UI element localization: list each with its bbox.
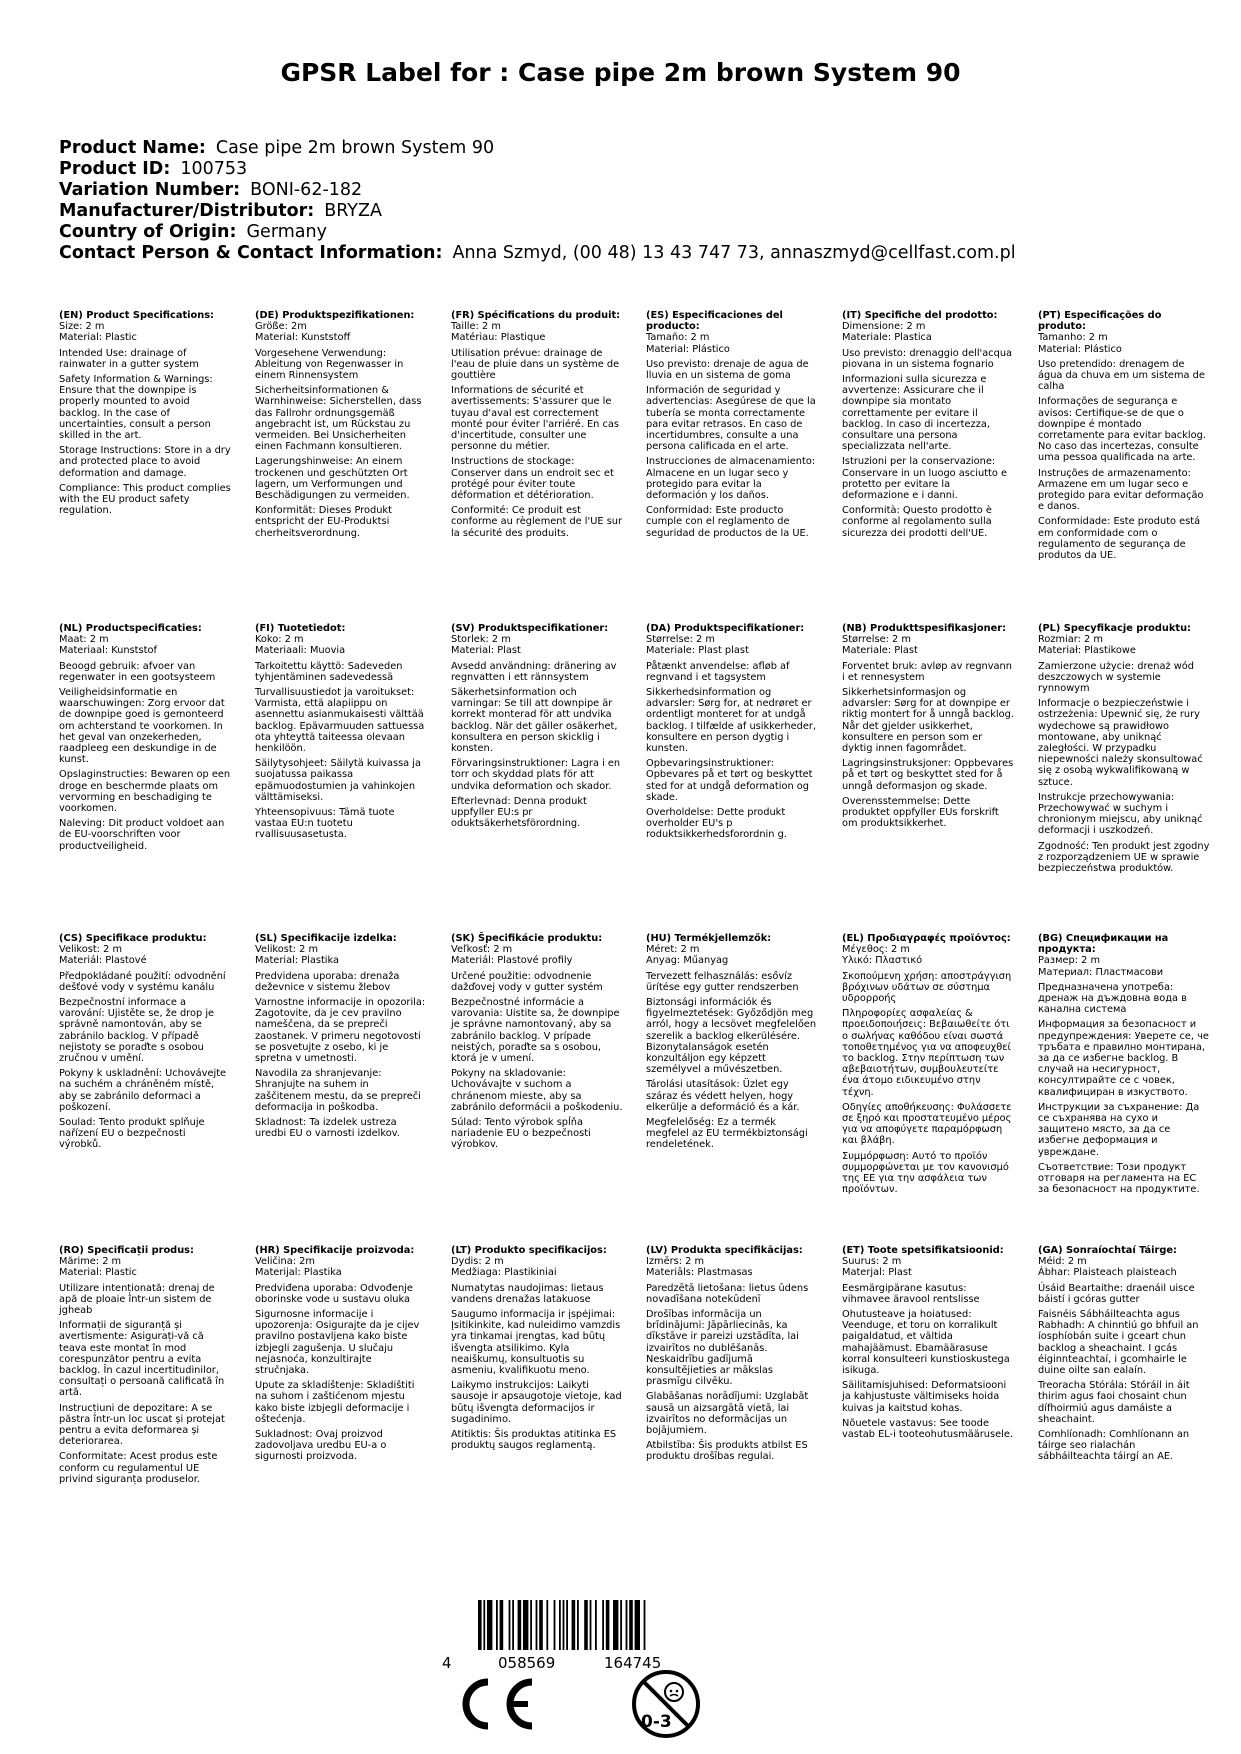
spec-safety: Informații de siguranță și avertismente: Asigurați-vă că teava este montat în mod corespunzător pentru a evita backlog. În cazul incertitudinilor, consultați o persoană calificată în artă. (59, 1320, 225, 1399)
spec-heading: (EN) Product Specifications: (59, 310, 214, 321)
spec-heading: (IT) Specifiche del prodotto: (842, 310, 998, 321)
spec-use: Předpokládané použití: odvodnění dešťové vody v systému kanálu (59, 970, 226, 993)
language-spec-block (59, 933, 231, 1151)
spec-size: Méid: 2 m (1038, 1256, 1087, 1268)
spec-storage: Istruzioni per la conservazione: Conservare in un luogo asciutto e protetto per evitare la deformazione e i danni. (842, 456, 1008, 502)
spec-storage: Glabāšanas norādījumi: Uzglabāt sausā un aizsargātā vietā, lai izvairītos no deformācijas un bojājumiem. (646, 1391, 809, 1437)
spec-heading: (LV) Produkta specifikācijas: (646, 1245, 803, 1256)
language-spec-block (59, 1245, 231, 1485)
spec-use: Vorgesehene Verwendung: Ableitung von Regenwasser in einem Rinnensystem (255, 347, 404, 382)
spec-safety: Varnostne informacije in opozorila: Zagotovite, da je cev pravilno nameščena, da se prepreči zaostanek. V primeru negotovosti se posvetujte z osebo, ki je spretna v umetnosti. (255, 997, 426, 1065)
ce-mark-icon (454, 1676, 538, 1732)
spec-compliance: Naleving: Dit product voldoet aan de EU-voorschriften voor productveiligheid. (59, 818, 225, 852)
spec-storage: Инструкции за съхранение: Да се съхранява на сухо и защитено място, за да се избегне деформация и увреждане. (1038, 1101, 1200, 1158)
spec-compliance: Overensstemmelse: Dette produktet oppfyller EUs forskrift om produktsikkerhet. (842, 795, 999, 830)
spec-heading: (HR) Specifikacije proizvoda: (255, 1245, 415, 1256)
info-value: BRYZA (324, 201, 382, 221)
spec-size: Izmērs: 2 m (646, 1256, 705, 1268)
info-label: Manufacturer/Distributor: (59, 201, 315, 221)
spec-safety: Sikkerhedsinformation og advarsler: Sørg for, at nedrøret er ordentligt monteret for at undgå backlog. I tilfælde af usikkerheder, konsultere en person dygtig i kunsten. (646, 687, 816, 755)
spec-use: Predviđena uporaba: Odvođenje oborinske vode u sustavu oluka (255, 1282, 413, 1305)
spec-heading: (BG) Спецификации на продукта: (1038, 933, 1169, 956)
spec-size: Veľkosť: 2 m (451, 944, 513, 956)
spec-size: Maat: 2 m (59, 634, 109, 646)
language-spec-block (646, 623, 818, 841)
manufacturer-row (59, 201, 1016, 222)
spec-storage: Instrukcje przechowywania: Przechowywać w suchym i chronionym miejscu, aby uniknąć deformacji i uszkodzeń. (1038, 791, 1203, 837)
barcode-bar (577, 1600, 579, 1650)
spec-size: Storlek: 2 m (451, 634, 511, 646)
language-spec-block (451, 1245, 623, 1451)
spec-material: Material: Plastika (255, 955, 340, 967)
spec-size: Tamanho: 2 m (1038, 332, 1108, 344)
variation-number-row (59, 180, 1016, 201)
spec-material: Materjal: Plast (842, 1267, 912, 1279)
spec-material: Materiale: Plast plast (646, 645, 749, 657)
spec-use: Uso previsto: drenaje de agua de lluvia en un sistema de goma (646, 358, 809, 382)
language-spec-block (255, 623, 427, 841)
barcode-bar (584, 1600, 588, 1650)
spec-storage: Instrucciones de almacenamiento: Almacene en un lugar seco y protegido para evitar la deformación y los daños. (646, 456, 816, 502)
spec-material: Material: Plastic (59, 332, 137, 344)
spec-material: Materiale: Plastica (842, 332, 932, 344)
language-spec-block (842, 1245, 1014, 1440)
spec-heading: (PL) Specyfikacje produktu: (1038, 623, 1191, 634)
spec-compliance: Συμμόρφωση: Αυτό το προϊόν συμμορφώνεται με τον κανονισμό της ΕΕ για την ασφάλεια των προϊόντων. (842, 1150, 1009, 1196)
barcode-bar (644, 1600, 646, 1650)
info-value: Germany (246, 222, 327, 242)
barcode-bar (629, 1600, 633, 1650)
spec-storage: Lagerungshinweise: An einem trockenen und geschützten Ort lagern, um Verformungen und Beschädigungen zu vermeiden. (255, 456, 410, 502)
spec-safety: Veiligheidsinformatie en waarschuwingen: Zorg ervoor dat de downpipe goed is gemonteerd om achterstand te voorkomen. In het geval van onzekerheden, raadpleeg een deskundige in de kunst. (59, 687, 225, 766)
barcode-bar (590, 1600, 592, 1650)
language-spec-block (1038, 933, 1210, 1195)
spec-heading: (LT) Produkto specifikacijos: (451, 1245, 607, 1256)
barcode-bar (500, 1600, 504, 1650)
spec-material: Materiál: Plastové (59, 955, 147, 967)
barcode-bar (536, 1600, 538, 1650)
spec-material: Anyag: Műanyag (646, 955, 729, 967)
info-label: Contact Person & Contact Information: (59, 243, 443, 263)
spec-storage: Instruções de armazenamento: Armazene em um lugar seco e protegido para evitar deformação e danos. (1038, 467, 1204, 513)
language-spec-block (646, 310, 818, 539)
spec-safety: Säkerhetsinformation och varningar: Se till att downpipe är korrekt monterad för att undvika backlog. När det gäller osäkerhet, konsultera en person skicklig i konsten. (451, 687, 618, 755)
info-value: Case pipe 2m brown System 90 (215, 138, 495, 158)
spec-size: Størrelse: 2 m (646, 634, 715, 646)
spec-material: Materiale: Plast (842, 645, 918, 657)
info-label: Product Name: (59, 138, 206, 158)
spec-heading: (SK) Špecifikácie produktu: (451, 933, 603, 944)
spec-heading: (ES) Especificaciones del producto: (646, 310, 783, 333)
barcode-bar (563, 1600, 565, 1650)
spec-material: Materijal: Plastika (255, 1267, 342, 1279)
spec-safety: Informazioni sulla sicurezza e avvertenze: Assicurare che il downpipe sia montato correttamente per evitare il backlog. In caso di incertezza, consultare una persona specializzata nell'arte. (842, 374, 990, 453)
spec-storage: Laikymo instrukcijos: Laikyti sausoje ir apsaugotoje vietoje, kad būtų išvengta deformacijos ir sugadinimo. (451, 1380, 622, 1425)
barcode-bar (483, 1600, 485, 1650)
barcode-bar (530, 1600, 532, 1650)
spec-material: Materiál: Plastové profily (451, 955, 573, 967)
spec-use: Úsáid Beartaithe: draenáil uisce báistí i gcóras gutter (1038, 1282, 1195, 1305)
spec-storage: Upute za skladištenje: Skladištiti na suhom i zaštićenom mjestu kako biste izbjegli deformacije i oštećenja. (255, 1380, 415, 1425)
spec-storage: Οδηγίες αποθήκευσης: Φυλάσσετε σε ξηρό και προστατευμένο μέρος για να αποφύγετε παραμόρφωση και βλάβη. (842, 1101, 1012, 1147)
barcode-bar (572, 1600, 576, 1650)
spec-material: Materiał: Plastikowe (1038, 645, 1136, 657)
spec-use: Avsedd användning: dränering av regnvatten i ett rännsystem (451, 660, 617, 683)
spec-use: Určené použitie: odvodnenie dažďovej vody v gutter systém (451, 970, 603, 993)
language-spec-block (255, 933, 427, 1139)
spec-use: Предназначена употреба: дренаж на дъждовна вода в канална система (1038, 981, 1187, 1016)
spec-heading: (HU) Termékjellemzők: (646, 933, 772, 944)
language-spec-block (59, 310, 231, 516)
spec-compliance: Efterlevnad: Denna produkt uppfyller EU:s pr oduktsäkerhetsförordning. (451, 795, 587, 830)
contact-row (59, 243, 1016, 264)
spec-heading: (NL) Productspecificaties: (59, 623, 202, 634)
info-value: Anna Szmyd, (00 48) 13 43 747 73, annaszmyd@cellfast.com.pl (452, 243, 1016, 263)
spec-use: Uso previsto: drenaggio dell'acqua piovana in un sistema fognario (842, 347, 1013, 370)
barcode-bar (613, 1600, 618, 1650)
spec-use: Forventet bruk: avløp av regnvann i et rennesystem (842, 660, 1012, 683)
spec-heading: (DE) Produktspezifikationen: (255, 310, 415, 321)
language-spec-block (842, 623, 1014, 829)
spec-use: Tervezett felhasználás: esővíz ürítése egy gutter rendszerben (646, 970, 799, 993)
spec-storage: Opslaginstructies: Bewaren op een droge en beschermde plaats om vervorming en beschadiging te voorkomen. (59, 769, 231, 815)
spec-size: Größe: 2m (255, 321, 307, 333)
spec-use: Paredzētā lietošana: lietus ūdens novadīšana notekūdenī (646, 1282, 809, 1305)
age-range-label: 0-3 (641, 1712, 672, 1732)
spec-size: Veličina: 2m (255, 1256, 315, 1268)
spec-storage: Instrucțiuni de depozitare: A se păstra într-un loc uscat și protejat pentru a evita deformarea și deteriorarea. (59, 1402, 225, 1448)
language-spec-block (451, 310, 623, 539)
spec-compliance: Skladnost: Ta izdelek ustreza uredbi EU o varnosti izdelkov. (255, 1117, 400, 1140)
spec-safety: Informations de sécurité et avertissements: S'assurer que le tuyau d'aval est correctement monté pour éviter l'arriéré. En cas d'incertitude, consulter une personne du métier. (451, 385, 619, 453)
barcode-right-digits: 164745 (604, 1654, 662, 1672)
barcode-bar (602, 1600, 604, 1650)
product-name-row (59, 138, 1016, 159)
page-title: GPSR Label for : Case pipe 2m brown System 90 (280, 58, 961, 87)
spec-safety: Sigurnosne informacije i upozorenja: Osigurajte da je cijev pravilno postavljena kako biste izbjegli zagušenja. U slučaju nejasnoća, konzultirajte stručnjaka. (255, 1309, 420, 1377)
barcode-bar (512, 1600, 514, 1650)
spec-size: Μέγεθος: 2 m (842, 944, 910, 956)
spec-storage: Förvaringsinstruktioner: Lagra i en torr och skyddad plats för att undvika deformation och skador. (451, 758, 621, 792)
spec-storage: Navodila za shranjevanje: Shranjujte na suhem in zaščitenem mestu, da se prepreči deformacija in poškodba. (255, 1068, 421, 1113)
spec-material: Medžiaga: Plastikiniai (451, 1267, 557, 1279)
barcode-bar (626, 1600, 628, 1650)
spec-size: Taille: 2 m (451, 321, 501, 333)
barcode-bar (518, 1600, 522, 1650)
spec-use: Utilizare intenționată: drenaj de apă de ploaie într-un sistem de jgheab (59, 1282, 215, 1317)
spec-material: Materiāls: Plastmasas (646, 1267, 753, 1279)
spec-safety: Informacje o bezpieczeństwie i ostrzeżenia: Upewnić się, że rury wydechowe są prawidłowo montowane, aby uniknąć zaległości. W przypadku niepewności należy skonsultować się z osobą wykwalifikowaną w sztuce. (1038, 698, 1203, 788)
barcode-bar (566, 1600, 568, 1650)
spec-use: Påtænkt anvendelse: afløb af regnvand i et tagsystem (646, 660, 790, 683)
spec-safety: Biztonsági információk és figyelmeztetések: Győződjön meg arról, hogy a lecsövet megfelelően szerelik a backlog elkerülésére. Bizonytalanságok esetén konzultáljon egy képzett személyvel a művészetben. (646, 997, 817, 1076)
spec-compliance: Atitiktis: Šis produktas atitinka ES produktų saugos reglamentą. (451, 1429, 617, 1452)
spec-compliance: Soulad: Tento produkt splňuje nařízení EU o bezpečnosti výrobků. (59, 1117, 205, 1151)
language-spec-block (255, 1245, 427, 1463)
spec-size: Size: 2 m (59, 321, 105, 333)
spec-compliance: Съответствие: Този продукт отговаря на регламента на ЕС за безопасност на продуктите. (1038, 1161, 1200, 1196)
spec-storage: Lagringsinstruksjoner: Oppbevares på et tørt og beskyttet sted for å unngå deformasjon og skade. (842, 758, 1014, 792)
spec-safety: Faisnéis Sábháilteachta agus Rabhadh: A chinntiú go bhfuil an íosphíobán suite i gceart chun backlog a sheachaint. I gcás éiginnteachtaí, i gcomhairle le duine oilte san ealaín. (1038, 1309, 1199, 1377)
barcode-bar (595, 1600, 597, 1650)
product-info (59, 138, 1016, 264)
spec-storage: Tárolási utasítások: Üzlet egy száraz és védett helyen, hogy elkerülje a deformáció és a kár. (646, 1079, 800, 1113)
spec-material: Υλικό: Πλαστικό (842, 955, 923, 967)
spec-use: Tarkoitettu käyttö: Sadeveden tyhjentäminen sadevedessä (255, 660, 403, 683)
spec-compliance: Yhteensopivuus: Tämä tuote vastaa EU:n tuotetu rvallisuusasetusta. (255, 807, 395, 841)
spec-safety: Информация за безопасност и предупреждения: Уверете се, че тръбата е правилно монтирана, за да се избегне backlog. В случай на несигурност, консултирайте се с човек, квалифициран в изкуството. (1038, 1019, 1209, 1098)
spec-size: Suurus: 2 m (842, 1256, 902, 1268)
spec-size: Velikost: 2 m (59, 944, 122, 956)
spec-storage: Säilytysohjeet: Säilytä kuivassa ja suojatussa paikassa epämuodostumien ja vahinkojen välttämiseksi. (255, 758, 422, 803)
spec-heading: (CS) Specifikace produktu: (59, 933, 207, 944)
spec-compliance: Conformidade: Este produto está em conformidade com o regulamento de segurança de produtos da UE. (1038, 516, 1201, 562)
spec-size: Размер: 2 m (1038, 955, 1101, 967)
spec-storage: Storage Instructions: Store in a dry and protected place to avoid deformation and damage. (59, 445, 231, 479)
spec-safety: Sikkerhetsinformasjon og advarsler: Sørg for at downpipe er riktig montert for å unngå backlog. Når det gjelder usikkerhet, konsultere en person som er dyktig innen fagområdet. (842, 687, 1014, 755)
spec-use: Σκοπούμενη χρήση: αποστράγγιση βρόχινων υδάτων σε σύστημα υδρορροής (842, 970, 1012, 1005)
spec-compliance: Sukladnost: Ovaj proizvod zadovoljava uredbu EU-a o sigurnosti proizvoda. (255, 1429, 387, 1463)
spec-heading: (RO) Specificații produs: (59, 1245, 194, 1256)
spec-storage: Pokyny k uskladnění: Uchovávejte na suchém a chráněném místě, aby se zabránilo deformaci a poškození. (59, 1068, 227, 1113)
language-spec-block (59, 623, 231, 852)
spec-compliance: Konformität: Dieses Produkt entspricht der EU-Produktsi cherheitsverordnung. (255, 505, 392, 539)
spec-heading: (DA) Produktspecifikationer: (646, 623, 805, 634)
spec-compliance: Megfelelőség: Ez a termék megfelel az EU termékbiztonsági rendeletének. (646, 1117, 808, 1151)
info-label: Variation Number: (59, 180, 241, 200)
spec-size: Méret: 2 m (646, 944, 700, 956)
spec-safety: Safety Information & Warnings: Ensure that the downpipe is properly mounted to avoid backlog. In the case of uncertainties, consult a person skilled in the art. (59, 374, 213, 442)
spec-heading: (EL) Προδιαγραφές προϊόντος: (842, 933, 1011, 944)
barcode-bar (606, 1600, 610, 1650)
barcode-bar (509, 1600, 511, 1650)
spec-material: Material: Plástico (646, 343, 730, 355)
spec-size: Velikost: 2 m (255, 944, 318, 956)
spec-compliance: Overholdelse: Dette produkt overholder EU's p roduktsikkerhedsforordnin g. (646, 807, 787, 841)
spec-use: Eesmärgipärane kasutus: vihmavee äravool rentslisse (842, 1282, 980, 1305)
spec-material: Material: Kunststoff (255, 332, 351, 344)
language-spec-block (842, 933, 1014, 1195)
spec-size: Dimensione: 2 m (842, 321, 926, 333)
spec-storage: Pokyny na skladovanie: Uchovávajte v suchom a chránenom mieste, aby sa zabránilo deformácii a poškodeniu. (451, 1068, 623, 1113)
spec-size: Størrelse: 2 m (842, 634, 911, 646)
spec-size: Koko: 2 m (255, 634, 304, 646)
info-value: BONI-62-182 (250, 180, 363, 200)
spec-compliance: Comhlíonadh: Comhlíonann an táirge seo rialachán sábháilteachta táirgí an AE. (1038, 1429, 1190, 1463)
spec-size: Rozmiar: 2 m (1038, 634, 1103, 646)
spec-storage: Treoracha Stórála: Stóráil in áit thirim agus faoi chosaint chun dífhoirmiú agus damáiste a sheachaint. (1038, 1380, 1190, 1425)
spec-safety: Bezpečnostní informace a varování: Ujistěte se, že drop je správně namontován, aby se zabránilo backlog. V případě nejistoty se poraďte s osobou zručnou v umění. (59, 997, 215, 1065)
spec-safety: Drošības informācija un brīdinājumi: Jāpārliecinās, ka dīkstāve ir pareizi uzstādīta, lai izvairītos no dublēšanās. Neskaidrību gadījumā konsultējieties ar mākslas prasmīgu cilvēku. (646, 1309, 799, 1388)
spec-use: Beoogd gebruik: afvoer van regenwater in een gootsysteem (59, 660, 216, 683)
spec-heading: (SV) Produktspecifikationer: (451, 623, 609, 634)
spec-compliance: Nõuetele vastavus: See toode vastab EL-i tooteohutusmäärusele. (842, 1417, 1013, 1441)
info-label: Country of Origin: (59, 222, 237, 242)
spec-heading: (FR) Spécifications du produit: (451, 310, 621, 321)
language-spec-block (842, 310, 1014, 539)
language-spec-block (1038, 623, 1210, 874)
spec-use: Zamierzone użycie: drenaż wód deszczowych w systemie rynnowym (1038, 660, 1194, 695)
barcode-bar (487, 1600, 492, 1650)
spec-safety: Información de seguridad y advertencias: Asegúrese de que la tubería se monta correctamente para evitar retrasos. En caso de incertidumbres, consulte a una persona calificada en el arte. (646, 385, 816, 453)
spec-material: Materiaal: Kunststof (59, 645, 157, 657)
spec-compliance: Compliance: This product complies with the EU product safety regulation. (59, 482, 231, 517)
country-row (59, 222, 1016, 243)
barcode-bar (559, 1600, 561, 1650)
spec-heading: (PT) Especificações do produto: (1038, 310, 1162, 333)
spec-material: Material: Plastic (59, 1267, 137, 1279)
spec-heading: (SL) Specifikacije izdelka: (255, 933, 397, 944)
spec-storage: Säilitamisjuhised: Deformatsiooni ja kahjustuste vältimiseks hoida kuivas ja kaitstud kohas. (842, 1380, 1007, 1414)
spec-heading: (GA) Sonraíochtaí Táirge: (1038, 1245, 1177, 1256)
spec-use: Intended Use: drainage of rainwater in a gutter system (59, 347, 199, 370)
spec-use: Numatytas naudojimas: lietaus vandens drenažas latakuose (451, 1282, 604, 1305)
barcode-bar (523, 1600, 528, 1650)
spec-material: Ábhar: Plaisteach plaisteach (1038, 1267, 1177, 1279)
spec-compliance: Zgodność: Ten produkt jest zgodny z rozporządzeniem UE w sprawie bezpieczeństwa produktów. (1038, 840, 1210, 875)
spec-use: Uso pretendido: drenagem de água da chuva em um sistema de calha (1038, 358, 1205, 393)
spec-safety: Saugumo informacija ir įspėjimai: Įsitikinkite, kad nuleidimo vamzdis yra tinkamai įrengtas, kad būtų išvengta atsilikimo. Kyla neaiškumų, konsultuotis su asmeniu, kvalifikuotu meno. (451, 1309, 621, 1377)
spec-use: Predvidena uporaba: drenaža deževnice v sistemu žlebov (255, 970, 400, 993)
barcode (438, 1600, 718, 1672)
spec-heading: (FI) Tuotetiedot: (255, 623, 346, 634)
language-spec-block (451, 623, 623, 829)
spec-material: Material: Plast (451, 645, 521, 657)
spec-safety: Bezpečnostné informácie a varovania: Uistite sa, že downpipe je správne namontovaný, aby sa zabránilo backlog. V prípade neistých, poraďte sa s osobou, ktorá je v umení. (451, 997, 620, 1065)
barcode-bar (554, 1600, 556, 1650)
barcode-bar (478, 1600, 482, 1650)
language-spec-block (646, 933, 818, 1151)
spec-material: Материал: Пластмасови (1038, 966, 1164, 978)
spec-material: Matériau: Plastique (451, 332, 546, 344)
barcode-first-digit: 4 (442, 1654, 452, 1672)
spec-compliance: Conformidad: Este producto cumple con el reglamento de seguridad de productos de la UE. (646, 505, 809, 539)
language-spec-block (451, 933, 623, 1151)
barcode-bar (496, 1600, 498, 1650)
barcode-left-digits: 058569 (498, 1654, 556, 1672)
spec-size: Mărime: 2 m (59, 1256, 122, 1268)
spec-compliance: Atbilstība: Šis produkts atbilst ES produktu drošības regulai. (646, 1440, 808, 1463)
spec-safety: Ohutusteave ja hoiatused: Veenduge, et toru on korralikult paigaldatud, et vältida mahajäämust. Ebamäärasuse korral konsulteeri kunstioskustega isikuga. (842, 1309, 1010, 1377)
spec-material: Materiaali: Muovia (255, 645, 346, 657)
language-spec-block (646, 1245, 818, 1463)
barcode-bar (546, 1600, 548, 1650)
info-label: Product ID: (59, 159, 171, 179)
spec-material: Material: Plástico (1038, 343, 1122, 355)
barcode-bar (620, 1600, 622, 1650)
barcode-bar (635, 1600, 640, 1650)
spec-safety: Informações de segurança e avisos: Certifique-se de que o downpipe é montado corretamente para evitar backlog. No caso das incertezas, consulte uma pessoa qualificada na arte. (1038, 396, 1206, 464)
spec-safety: Sicherheitsinformationen & Warnhinweise: Sicherstellen, dass das Fallrohr ordnungsgemäß angebracht ist, um Rückstau zu vermeiden. Bei Unsicherheiten einen Fachmann konsultieren. (255, 385, 422, 453)
spec-safety: Turvallisuustiedot ja varoitukset: Varmista, että alapiippu on asennettu asianmukaisesti välttää backlog. Epävarmuuden sattuessa ota yhteyttä taiteessa olevaan henkilöön. (255, 687, 425, 755)
spec-compliance: Conformitate: Acest produs este conform cu regulamentul UE privind siguranța produselor. (59, 1451, 218, 1485)
spec-use: Utilisation prévue: drainage de l'eau de pluie dans un système de gouttière (451, 347, 620, 382)
spec-size: Dydis: 2 m (451, 1256, 504, 1268)
language-spec-block (255, 310, 427, 539)
language-spec-block (1038, 310, 1210, 561)
spec-size: Tamaño: 2 m (646, 332, 710, 344)
spec-heading: (NB) Produkttspesifikasjoner: (842, 623, 1006, 634)
spec-storage: Opbevaringsinstruktioner: Opbevares på et tørt og beskyttet sted for at undgå deformation og skade. (646, 758, 813, 803)
product-id-row (59, 159, 1016, 180)
spec-compliance: Conformità: Questo prodotto è conforme al regolamento sulla sicurezza dei prodotti dell'UE. (842, 505, 992, 539)
barcode-bar (539, 1600, 543, 1650)
language-spec-block (1038, 1245, 1210, 1463)
spec-storage: Instructions de stockage: Conserver dans un endroit sec et protégé pour éviter toute déformation et détérioration. (451, 456, 614, 502)
not-for-children-icon (630, 1668, 702, 1740)
spec-compliance: Conformité: Ce produit est conforme au règlement de l'UE sur la sécurité des produits. (451, 505, 623, 539)
info-value: 100753 (180, 159, 248, 179)
spec-safety: Πληροφορίες ασφαλείας & προειδοποιήσεις: Βεβαιωθείτε ότι ο σωλήνας καθόδου είναι σωστά τοποθετημένος για να αποφευχθεί το backlog. Στην περίπτωση των αβεβαιοτήτων, συμβουλευτείτε ένα άτομο ειδικευμένο στην τέχνη. (842, 1008, 1011, 1098)
spec-compliance: Súlad: Tento výrobok spĺňa nariadenie EU o bezpečnosti výrobkov. (451, 1117, 591, 1151)
spec-heading: (ET) Toote spetsifikatsioonid: (842, 1245, 1004, 1256)
